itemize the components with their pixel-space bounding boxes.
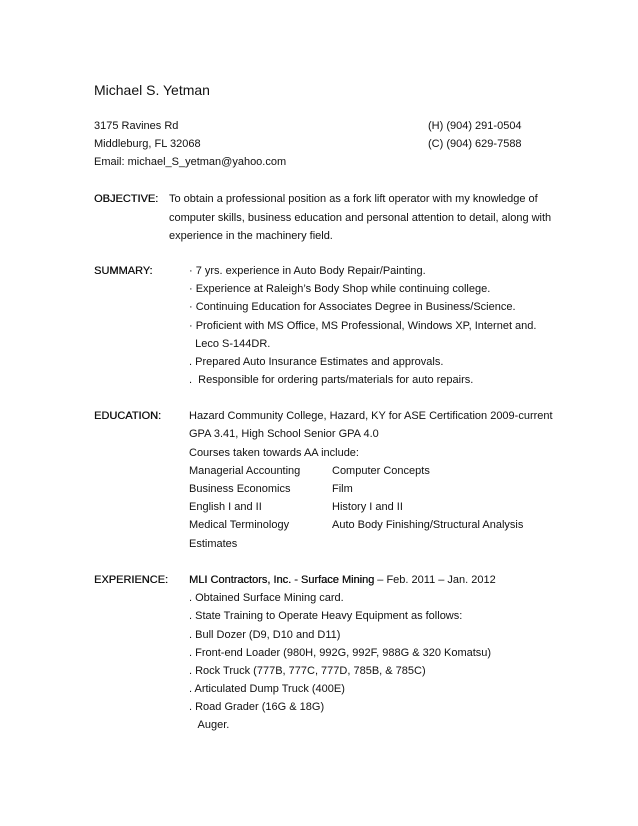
experience-item: . State Training to Operate Heavy Equipment as follows: <box>189 610 463 622</box>
summary-item: · Experience at Raleigh’s Body Shop while continuing college. <box>189 283 491 295</box>
phone-home: (H) (904) 291-0504 <box>428 120 522 132</box>
employer-name: MLI Contractors, Inc. - Surface Mining <box>189 574 375 586</box>
objective-line: To obtain a professional position as a fork lift operator with my knowledge of <box>169 193 538 205</box>
objective-heading: OBJECTIVE: <box>94 193 159 205</box>
experience-item: . Rock Truck (777B, 777C, 777D, 785B, & 785C) <box>189 665 426 677</box>
address-line-2: Middleburg, FL 32068 <box>94 138 201 150</box>
email: Email: michael_S_yetman@yahoo.com <box>94 156 287 168</box>
experience-item: . Road Grader (16G & 18G) <box>189 701 325 713</box>
course-left: English I and II <box>189 501 262 513</box>
course-left: Medical Terminology <box>189 519 290 531</box>
summary-item: · Proficient with MS Office, MS Professional, Windows XP, Internet and. <box>189 320 537 332</box>
course-left: Business Economics <box>189 483 291 495</box>
address-line-1: 3175 Ravines Rd <box>94 120 179 132</box>
course-right: Computer Concepts <box>332 465 430 477</box>
course-left: Managerial Accounting <box>189 465 301 477</box>
course-right: Auto Body Finishing/Structural Analysis <box>332 519 524 531</box>
experience-employer-line <box>189 573 496 587</box>
summary-item: Leco S-144DR. <box>189 338 271 350</box>
experience-item: . Obtained Surface Mining card. <box>189 592 344 604</box>
candidate-name: Michael S. Yetman <box>94 82 210 98</box>
experience-item: . Front-end Loader (980H, 992G, 992F, 988G & 320 Komatsu) <box>189 647 492 659</box>
summary-item: · Continuing Education for Associates Degree in Business/Science. <box>189 301 516 313</box>
summary-item: . Responsible for ordering parts/materials for auto repairs. <box>189 374 474 386</box>
summary-heading: SUMMARY: <box>94 265 153 277</box>
course-right: History I and II <box>332 501 403 513</box>
objective-line: computer skills, business education and personal attention to detail, along with <box>169 212 552 224</box>
education-heading: EDUCATION: <box>94 410 162 422</box>
education-line: GPA 3.41, High School Senior GPA 4.0 <box>189 428 379 440</box>
phone-cell: (C) (904) 629-7588 <box>428 138 522 150</box>
experience-item: . Bull Dozer (D9, D10 and D11) <box>189 629 341 641</box>
objective-line: experience in the machinery field. <box>169 230 333 242</box>
employment-dates: – Feb. 2011 – Jan. 2012 <box>374 574 496 586</box>
summary-item: · 7 yrs. experience in Auto Body Repair/Painting. <box>189 265 426 277</box>
education-line: Hazard Community College, Hazard, KY for ASE Certification 2009-current <box>189 410 553 422</box>
experience-heading: EXPERIENCE: <box>94 574 168 586</box>
education-line: Courses taken towards AA include: <box>189 447 359 459</box>
summary-item: . Prepared Auto Insurance Estimates and approvals. <box>189 356 444 368</box>
course-right: Film <box>332 483 353 495</box>
experience-item: . Articulated Dump Truck (400E) <box>189 683 345 695</box>
experience-item: Auger. <box>189 719 230 731</box>
course-left: Estimates <box>189 538 238 550</box>
